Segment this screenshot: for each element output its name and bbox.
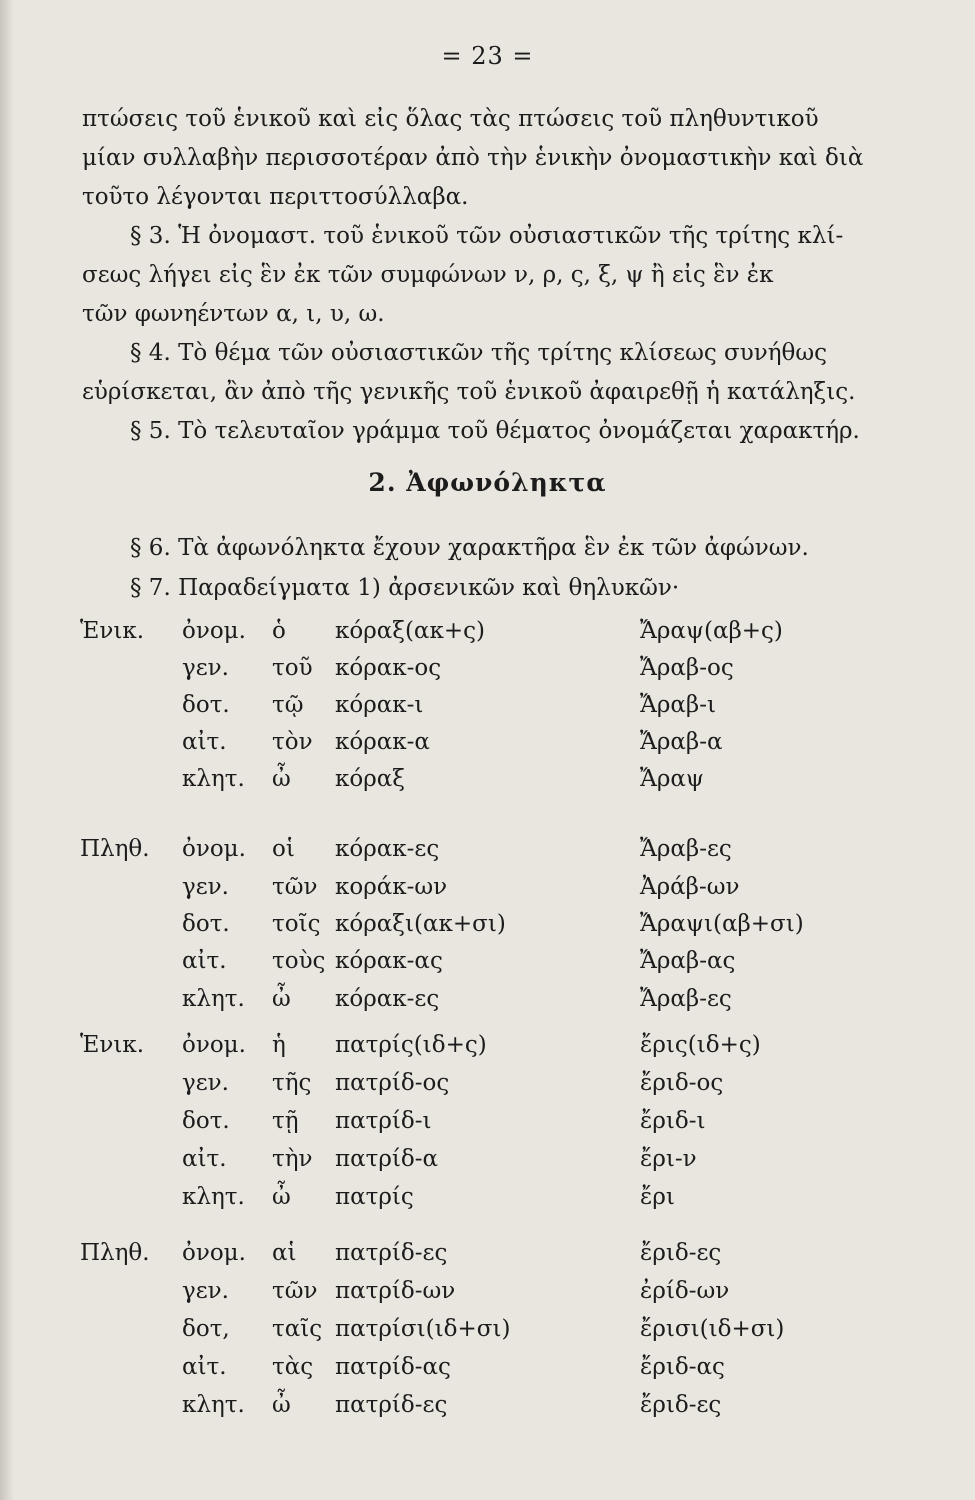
form-korax-patris: κόρακ-ες	[335, 986, 440, 1012]
form-korax-patris: πατρίδ-ες	[335, 1392, 448, 1418]
form-araps-eris: ἔριδ-ος	[640, 1070, 724, 1096]
article: τὰς	[272, 1354, 314, 1380]
form-korax-patris: κοράκ-ων	[335, 874, 448, 900]
declension-row	[0, 655, 975, 691]
declension-row	[0, 1316, 975, 1352]
case-label: δοτ.	[182, 911, 230, 937]
case-label: ὀνομ.	[182, 1240, 246, 1266]
form-araps-eris: ἔρισι(ιδ+σι)	[640, 1316, 785, 1342]
form-araps-eris: ἔρι-ν	[640, 1146, 697, 1172]
form-araps-eris: ἔριδ-ες	[640, 1392, 722, 1418]
case-label: δοτ.	[182, 692, 230, 718]
form-araps-eris: Ἄραβ-ες	[640, 836, 732, 862]
form-korax-patris: πατρίδ-ες	[335, 1240, 448, 1266]
article: ὦ	[272, 986, 291, 1012]
case-label: αἰτ.	[182, 729, 227, 755]
case-label: δοτ.	[182, 1108, 230, 1134]
form-korax-patris: πατρίδ-ας	[335, 1354, 451, 1380]
form-korax-patris: πατρίδ-α	[335, 1146, 439, 1172]
section-heading: 2. Ἀφωνόληκτα	[368, 468, 607, 497]
number-label: Ἑνικ.	[80, 618, 145, 644]
case-label: κλητ.	[182, 1184, 245, 1210]
declension-row	[0, 1278, 975, 1314]
examples-intro	[130, 528, 910, 608]
article: ὁ	[272, 618, 286, 644]
article: τῶν	[272, 874, 318, 900]
declension-row	[0, 1392, 975, 1428]
form-korax-patris: κόραξ(ακ+ς)	[335, 618, 485, 644]
declension-row	[0, 1108, 975, 1144]
form-araps-eris: Ἄραβ-α	[640, 729, 723, 755]
form-araps-eris: Ἀράβ-ων	[640, 874, 740, 900]
declension-row	[0, 948, 975, 984]
form-korax-patris: κόρακ-ι	[335, 692, 424, 718]
form-korax-patris: πατρίδ-ος	[335, 1070, 450, 1096]
form-araps-eris: Ἄραψι(αβ+σι)	[640, 911, 804, 937]
form-araps-eris: Ἄραβ-ος	[640, 655, 734, 681]
case-label: ὀνομ.	[182, 618, 246, 644]
case-label: γεν.	[182, 1278, 229, 1304]
article: ὦ	[272, 1392, 291, 1418]
article: αἱ	[272, 1240, 297, 1266]
form-korax-patris: κόρακ-α	[335, 729, 430, 755]
form-araps-eris: ἔριδ-ας	[640, 1354, 725, 1380]
article: τοὺς	[272, 948, 326, 974]
form-araps-eris: ἐρίδ-ων	[640, 1278, 730, 1304]
article: ὦ	[272, 766, 291, 792]
intro-line: μίαν συλλαβὴν περισσοτέραν ἀπὸ τὴν ἑνικὴν ὀνομαστικὴν καὶ διὰ	[82, 145, 864, 171]
article: τῶν	[272, 1278, 318, 1304]
article: τοῦ	[272, 655, 313, 681]
article: οἱ	[272, 836, 295, 862]
number-label: Ἑνικ.	[80, 1032, 145, 1058]
declension-row	[0, 1032, 975, 1068]
form-korax-patris: πατρίσι(ιδ+σι)	[335, 1316, 511, 1342]
declension-row	[0, 986, 975, 1022]
form-korax-patris: κόρακ-ες	[335, 836, 440, 862]
section-3-line: σεως λήγει εἰς ἓν ἐκ τῶν συμφώνων ν, ρ, ς, ξ, ψ ἢ εἰς ἓν ἐκ	[82, 262, 774, 288]
case-label: δοτ,	[182, 1316, 230, 1342]
case-label: αἰτ.	[182, 1146, 227, 1172]
form-araps-eris: ἔρις(ιδ+ς)	[640, 1032, 761, 1058]
case-label: γεν.	[182, 874, 229, 900]
form-korax-patris: κόραξι(ακ+σι)	[335, 911, 506, 937]
declension-row	[0, 1184, 975, 1220]
form-korax-patris: κόρακ-ας	[335, 948, 443, 974]
article: ταῖς	[272, 1316, 323, 1342]
section-4-line: § 4. Τὸ θέμα τῶν οὐσιαστικῶν τῆς τρίτης κλίσεως συνήθως	[130, 340, 827, 366]
form-korax-patris: πατρίδ-ι	[335, 1108, 432, 1134]
article: τὴν	[272, 1146, 313, 1172]
form-korax-patris: πατρίς(ιδ+ς)	[335, 1032, 487, 1058]
case-label: γεν.	[182, 1070, 229, 1096]
declension-row	[0, 729, 975, 765]
section-5-line: § 5. Τὸ τελευταῖον γράμμα τοῦ θέματος ὀνομάζεται χαρακτήρ.	[130, 418, 860, 444]
number-label: Πληθ.	[80, 836, 150, 862]
case-label: ὀνομ.	[182, 1032, 246, 1058]
article: τὸν	[272, 729, 313, 755]
intro-line: τοῦτο λέγονται περιττοσύλλαβα.	[82, 184, 469, 210]
body-text	[82, 100, 897, 451]
declension-row	[0, 618, 975, 654]
declension-row	[0, 874, 975, 910]
form-araps-eris: ἔρι	[640, 1184, 675, 1210]
article: τῇ	[272, 1108, 299, 1134]
number-label: Πληθ.	[80, 1240, 150, 1266]
case-label: κλητ.	[182, 986, 245, 1012]
case-label: ὀνομ.	[182, 836, 246, 862]
declension-row	[0, 1354, 975, 1390]
declension-row	[0, 766, 975, 802]
declension-row	[0, 1070, 975, 1106]
case-label: κλητ.	[182, 1392, 245, 1418]
declension-row	[0, 692, 975, 728]
form-araps-eris: Ἄραβ-ι	[640, 692, 717, 718]
section-6-line: § 6. Τὰ ἀφωνόληκτα ἔχουν χαρακτῆρα ἓν ἐκ τῶν ἀφώνων.	[130, 535, 809, 561]
form-araps-eris: ἔριδ-ες	[640, 1240, 722, 1266]
section-7-line: § 7. Παραδείγματα 1) ἀρσενικῶν καὶ θηλυκῶν·	[130, 575, 680, 601]
form-araps-eris: Ἄραβ-ας	[640, 948, 736, 974]
form-korax-patris: κόραξ	[335, 766, 405, 792]
form-araps-eris: Ἄραβ-ες	[640, 986, 732, 1012]
section-3-line: τῶν φωνηέντων α, ι, υ, ω.	[82, 301, 385, 327]
article: ἡ	[272, 1032, 286, 1058]
form-araps-eris: Ἄραψ	[640, 766, 704, 792]
form-araps-eris: Ἄραψ(αβ+ς)	[640, 618, 783, 644]
declension-row	[0, 836, 975, 872]
article: τῆς	[272, 1070, 312, 1096]
article: τῷ	[272, 692, 304, 718]
case-label: αἰτ.	[182, 948, 227, 974]
form-korax-patris: πατρίς	[335, 1184, 414, 1210]
case-label: κλητ.	[182, 766, 245, 792]
form-korax-patris: κόρακ-ος	[335, 655, 442, 681]
section-3-line: § 3. Ἡ ὀνομαστ. τοῦ ἑνικοῦ τῶν οὐσιαστικῶν τῆς τρίτης κλί-	[130, 223, 844, 249]
page-number: = 23 =	[441, 42, 534, 70]
declension-row	[0, 911, 975, 947]
case-label: γεν.	[182, 655, 229, 681]
case-label: αἰτ.	[182, 1354, 227, 1380]
section-4-line: εὑρίσκεται, ἂν ἀπὸ τῆς γενικῆς τοῦ ἑνικοῦ ἀφαιρεθῇ ἡ κατάληξις.	[82, 379, 856, 405]
form-araps-eris: ἔριδ-ι	[640, 1108, 706, 1134]
article: τοῖς	[272, 911, 321, 937]
article: ὦ	[272, 1184, 291, 1210]
intro-line: πτώσεις τοῦ ἑνικοῦ καὶ εἰς ὅλας τὰς πτώσεις τοῦ πληθυντικοῦ	[82, 106, 819, 132]
declension-row	[0, 1146, 975, 1182]
form-korax-patris: πατρίδ-ων	[335, 1278, 456, 1304]
declension-row	[0, 1240, 975, 1276]
